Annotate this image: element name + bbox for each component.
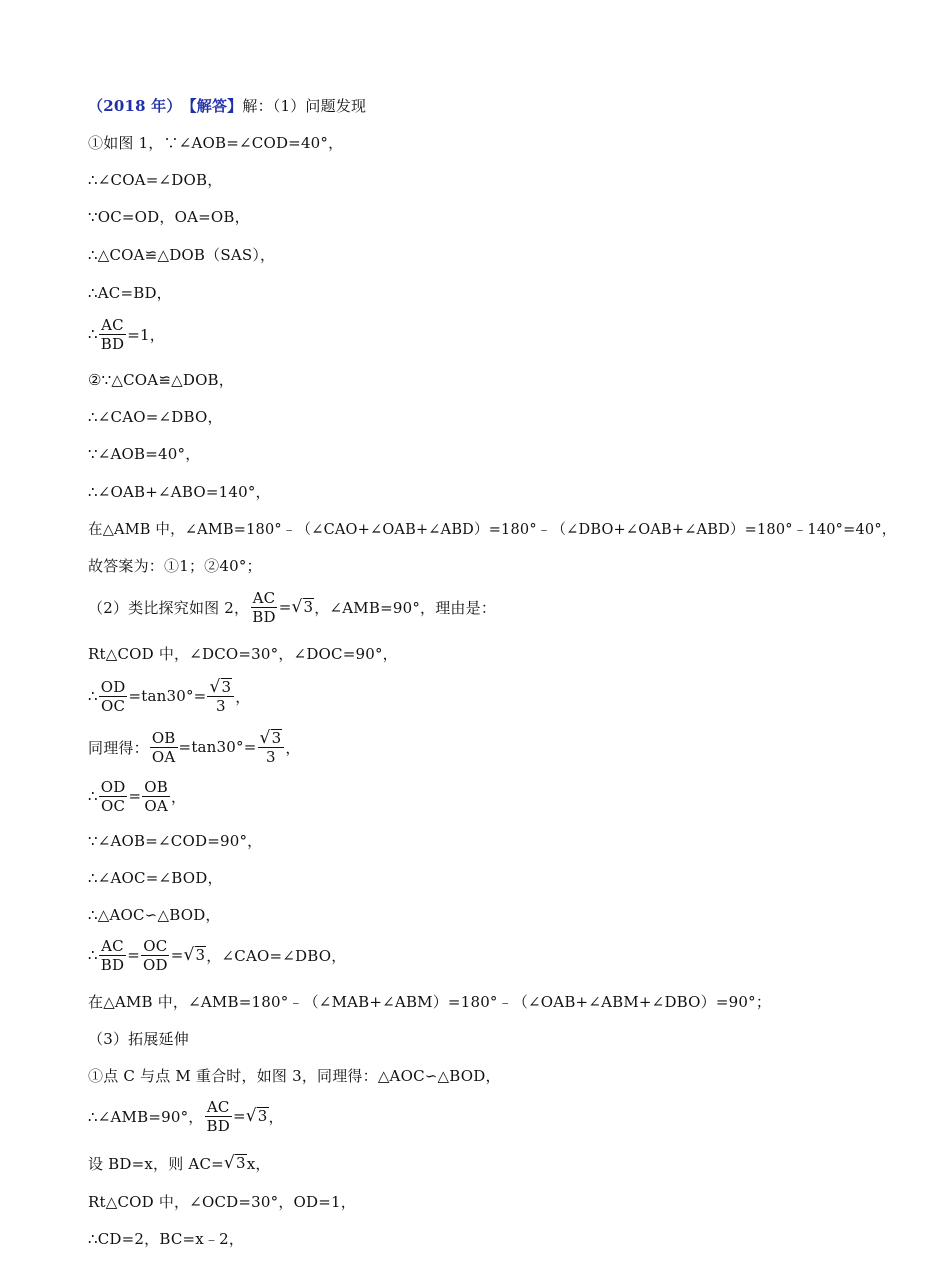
text: ，∠CAO=∠DBO， — [206, 946, 347, 965]
fraction — [99, 778, 128, 815]
numerator: AC — [101, 315, 124, 334]
radical-sign: √ — [223, 1153, 235, 1173]
denominator: 3 — [215, 696, 226, 715]
numerator: OD — [100, 777, 126, 796]
year-label: （2018 年） — [88, 96, 182, 115]
numerator — [207, 678, 234, 697]
fraction — [99, 937, 126, 974]
fraction — [142, 778, 170, 815]
square-root — [184, 946, 207, 964]
square-root — [224, 1154, 247, 1172]
text: （2）类比探究如图 2， — [88, 598, 250, 617]
denominator: OA — [151, 747, 176, 766]
line-text: 解：（1）问题发现 — [242, 96, 367, 115]
line-22 — [88, 933, 346, 977]
line-24: （3）拓展延伸 — [88, 1029, 189, 1048]
denominator: OC — [101, 796, 126, 815]
line-16 — [88, 672, 250, 720]
line-13: 故答案为：①1；②40°； — [88, 556, 262, 575]
line-11: ∴∠OAB+∠ABO=140°， — [88, 482, 271, 501]
fraction — [99, 678, 128, 715]
line-28: Rt△COD 中，∠OCD=30°，OD=1， — [88, 1192, 356, 1211]
text: ∴ — [88, 787, 98, 805]
radicand: 3 — [221, 677, 232, 696]
text: ， — [285, 738, 301, 757]
text: ， — [268, 1107, 284, 1126]
text: ， — [171, 787, 187, 806]
denominator: BD — [100, 955, 125, 974]
radicand: 3 — [257, 1107, 268, 1125]
text: =tan30°= — [128, 687, 207, 705]
text: = — [128, 787, 142, 805]
text: = — [170, 946, 184, 964]
text: ∴ — [88, 687, 98, 705]
line-1 — [88, 88, 366, 122]
line-17 — [88, 723, 301, 771]
text: ， — [235, 687, 251, 706]
answer-tag: 【解答】 — [181, 96, 243, 115]
line-6: ∴AC=BD， — [88, 283, 172, 302]
line-29: ∴CD=2，BC=x﹣2， — [88, 1229, 245, 1248]
denominator: BD — [206, 1116, 230, 1135]
line-18 — [88, 774, 186, 818]
square-root — [292, 598, 315, 616]
fraction — [258, 729, 285, 766]
line-3: ∴∠COA=∠DOB， — [88, 170, 223, 189]
line-9: ∴∠CAO=∠DBO， — [88, 407, 223, 426]
text: =1， — [127, 325, 165, 344]
line-27 — [88, 1146, 271, 1180]
line-19: ∵∠AOB=∠COD=90°， — [88, 831, 263, 850]
fraction — [99, 316, 126, 353]
fraction — [150, 729, 178, 766]
denominator: BD — [100, 334, 125, 353]
text: ∴ — [88, 946, 98, 964]
text: = — [127, 946, 140, 964]
radicand: 3 — [303, 598, 314, 616]
line-15: Rt△COD 中，∠DCO=30°，∠DOC=90°， — [88, 644, 398, 663]
radicand: 3 — [271, 728, 282, 747]
text: = — [232, 1107, 246, 1125]
line-14 — [88, 585, 496, 629]
line-7 — [88, 312, 165, 356]
denominator: 3 — [266, 747, 276, 766]
numerator: AC — [252, 588, 276, 607]
line-12: 在△AMB 中，∠AMB=180°﹣（∠CAO+∠OAB+∠ABD）=180°﹣（∠DBO+∠OAB+∠ABD）=180°﹣140°=40°， — [88, 521, 897, 538]
text: =tan30°= — [178, 738, 257, 756]
numerator: OD — [100, 677, 126, 696]
denominator: OC — [101, 696, 126, 715]
radicand: 3 — [235, 1154, 246, 1172]
text: ∴∠AMB=90°， — [88, 1107, 204, 1126]
radical-sign: √ — [209, 676, 221, 697]
numerator: AC — [101, 936, 124, 955]
fraction — [204, 1098, 231, 1135]
fraction — [207, 678, 234, 715]
line-26 — [88, 1094, 284, 1138]
numerator: OB — [151, 728, 176, 747]
denominator: OA — [144, 796, 168, 815]
radical-sign: √ — [291, 597, 303, 617]
line-5: ∴△COA≌△DOB（SAS）， — [88, 245, 276, 264]
square-root — [246, 1107, 269, 1125]
text: ，∠AMB=90°，理由是： — [314, 598, 497, 617]
line-23: 在△AMB 中，∠AMB=180°﹣（∠MAB+∠ABM）=180°﹣（∠OAB+∠ABM+∠DBO）=90°； — [88, 992, 772, 1011]
line-8: ②∵△COA≌△DOB， — [88, 370, 234, 389]
line-10: ∵∠AOB=40°， — [88, 444, 201, 463]
text: x， — [246, 1154, 271, 1173]
square-root — [260, 729, 283, 747]
numerator: OB — [144, 777, 168, 796]
line-4: ∵OC=OD，OA=OB， — [88, 207, 250, 226]
radicand: 3 — [195, 946, 206, 964]
fraction — [141, 937, 170, 974]
denominator: OD — [142, 955, 168, 974]
line-20: ∴∠AOC=∠BOD， — [88, 868, 223, 887]
line-2: ①如图 1，∵∠AOB=∠COD=40°， — [88, 133, 344, 152]
text: 设 BD=x，则 AC= — [88, 1154, 224, 1173]
fraction — [250, 589, 277, 626]
denominator: BD — [252, 607, 276, 626]
numerator: AC — [206, 1097, 230, 1116]
text: 同理得： — [88, 738, 149, 757]
radical-sign: √ — [183, 945, 195, 965]
line-25: ①点 C 与点 M 重合时，如图 3，同理得：△AOC∽△BOD， — [88, 1066, 501, 1085]
numerator — [258, 729, 285, 748]
radical-sign: √ — [259, 727, 271, 748]
line-21: ∴△AOC∽△BOD， — [88, 905, 221, 924]
text: = — [278, 598, 292, 616]
numerator: OC — [143, 936, 168, 955]
square-root — [209, 678, 232, 696]
radical-sign: √ — [245, 1106, 257, 1126]
text: ∴ — [88, 325, 98, 343]
